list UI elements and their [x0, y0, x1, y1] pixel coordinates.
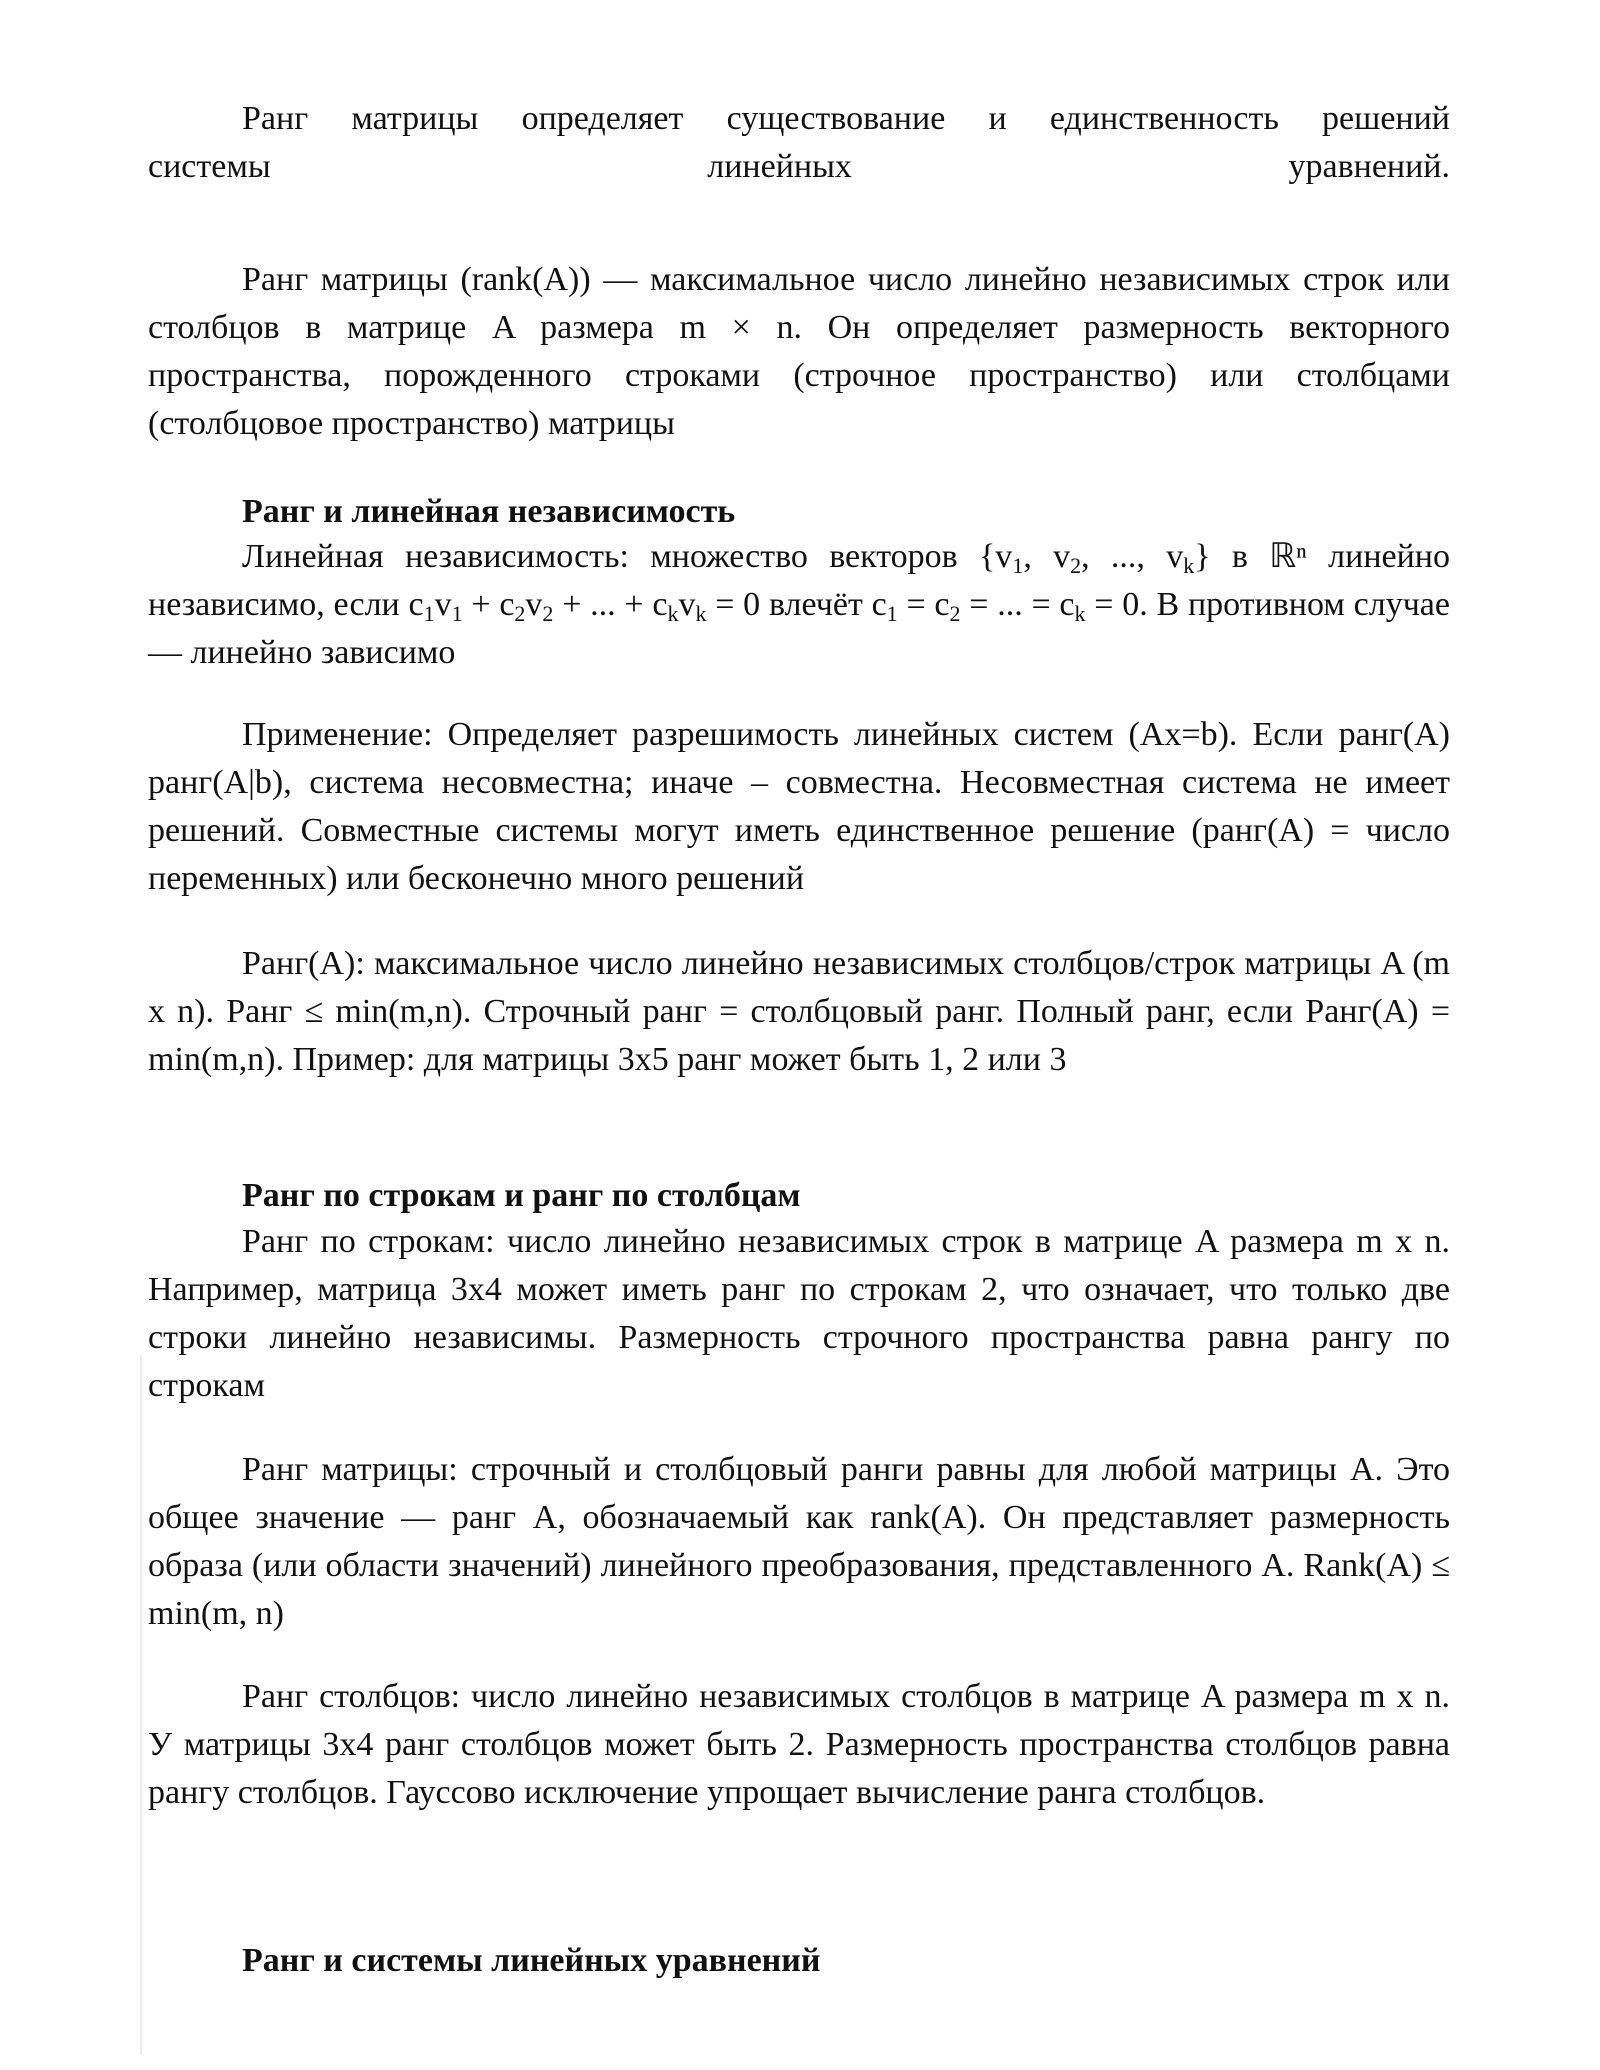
- intro-paragraph: [148, 95, 1450, 191]
- column-rank-paragraph: Ранг столбцов: число линейно независимых столбцов в матрице A размера m x n. У матрицы 3x4 ранг столбцов может быть 2. Размерность пространства столбцов равна рангу столбцов. Гауссово исключение упрощает вычисление ранга столбцов.: [148, 1678, 1450, 1811]
- rank-definition-paragraph: Ранг матрицы (rank(A)) — максимальное число линейно независимых строк или столбцов в матрице A размера m × n. Он определяет размерность векторного пространства, порожденного строками (строчное пространство) или столбцами (столбцовое пространство) матрицы: [148, 261, 1450, 442]
- scan-margin-mark: [140, 1355, 142, 2055]
- rank-properties-paragraph: Ранг(A): максимальное число линейно независимых столбцов/строк матрицы A (m x n). Ранг ≤ min(m,n). Строчный ранг = столбцовый ранг. Полный ранг, если Ранг(A) = min(m,n). Пример: для матрицы 3x5 ранг может быть 1, 2 или 3: [148, 945, 1450, 1078]
- linear-independence-paragraph: Линейная независимость: множество векторов {$v_1$, $v_2$, ..., $v_k$} в ℝⁿ линейно независимо, если $c_1v_1 + c_2v_2$ + ... + $c_kv_k = 0$ влечёт $c_1 = c_2$ = ... = $c_k = 0$. В противном случае — линейно зависимо: [148, 538, 1450, 671]
- row-rank-paragraph: Ранг по строкам: число линейно независимых строк в матрице A размера m x n. Например, матрица 3x4 может иметь ранг по строкам 2, что означает, что только две строки линейно независимы. Размерность строчного пространства равна рангу по строкам: [148, 1223, 1450, 1404]
- intro-line-2: системы линейных уравнений.: [148, 148, 1450, 185]
- heading-rank-linear-systems: Ранг и системы линейных уравнений: [242, 1942, 821, 1979]
- intro-line-1: Ранг матрицы определяет существование и единственность решений: [242, 100, 1450, 137]
- application-paragraph: Применение: Определяет разрешимость линейных систем (Ax=b). Если ранг(A) ранг(A|b), система несовместна; иначе – совместна. Несовместная система не имеет решений. Совместные системы могут иметь единственное решение (ранг(A) = число переменных) или бесконечно много решений: [148, 716, 1450, 897]
- heading-rank-independence: Ранг и линейная независимость: [242, 493, 736, 530]
- heading-row-column-rank: Ранг по строкам и ранг по столбцам: [242, 1177, 801, 1214]
- matrix-rank-paragraph: Ранг матрицы: строчный и столбцовый ранги равны для любой матрицы A. Это общее значение — ранг A, обозначаемый как rank(A). Он представляет размерность образа (или области значений) линейного преобразования, представленного A. Rank(A) ≤ min(m, n): [148, 1451, 1450, 1632]
